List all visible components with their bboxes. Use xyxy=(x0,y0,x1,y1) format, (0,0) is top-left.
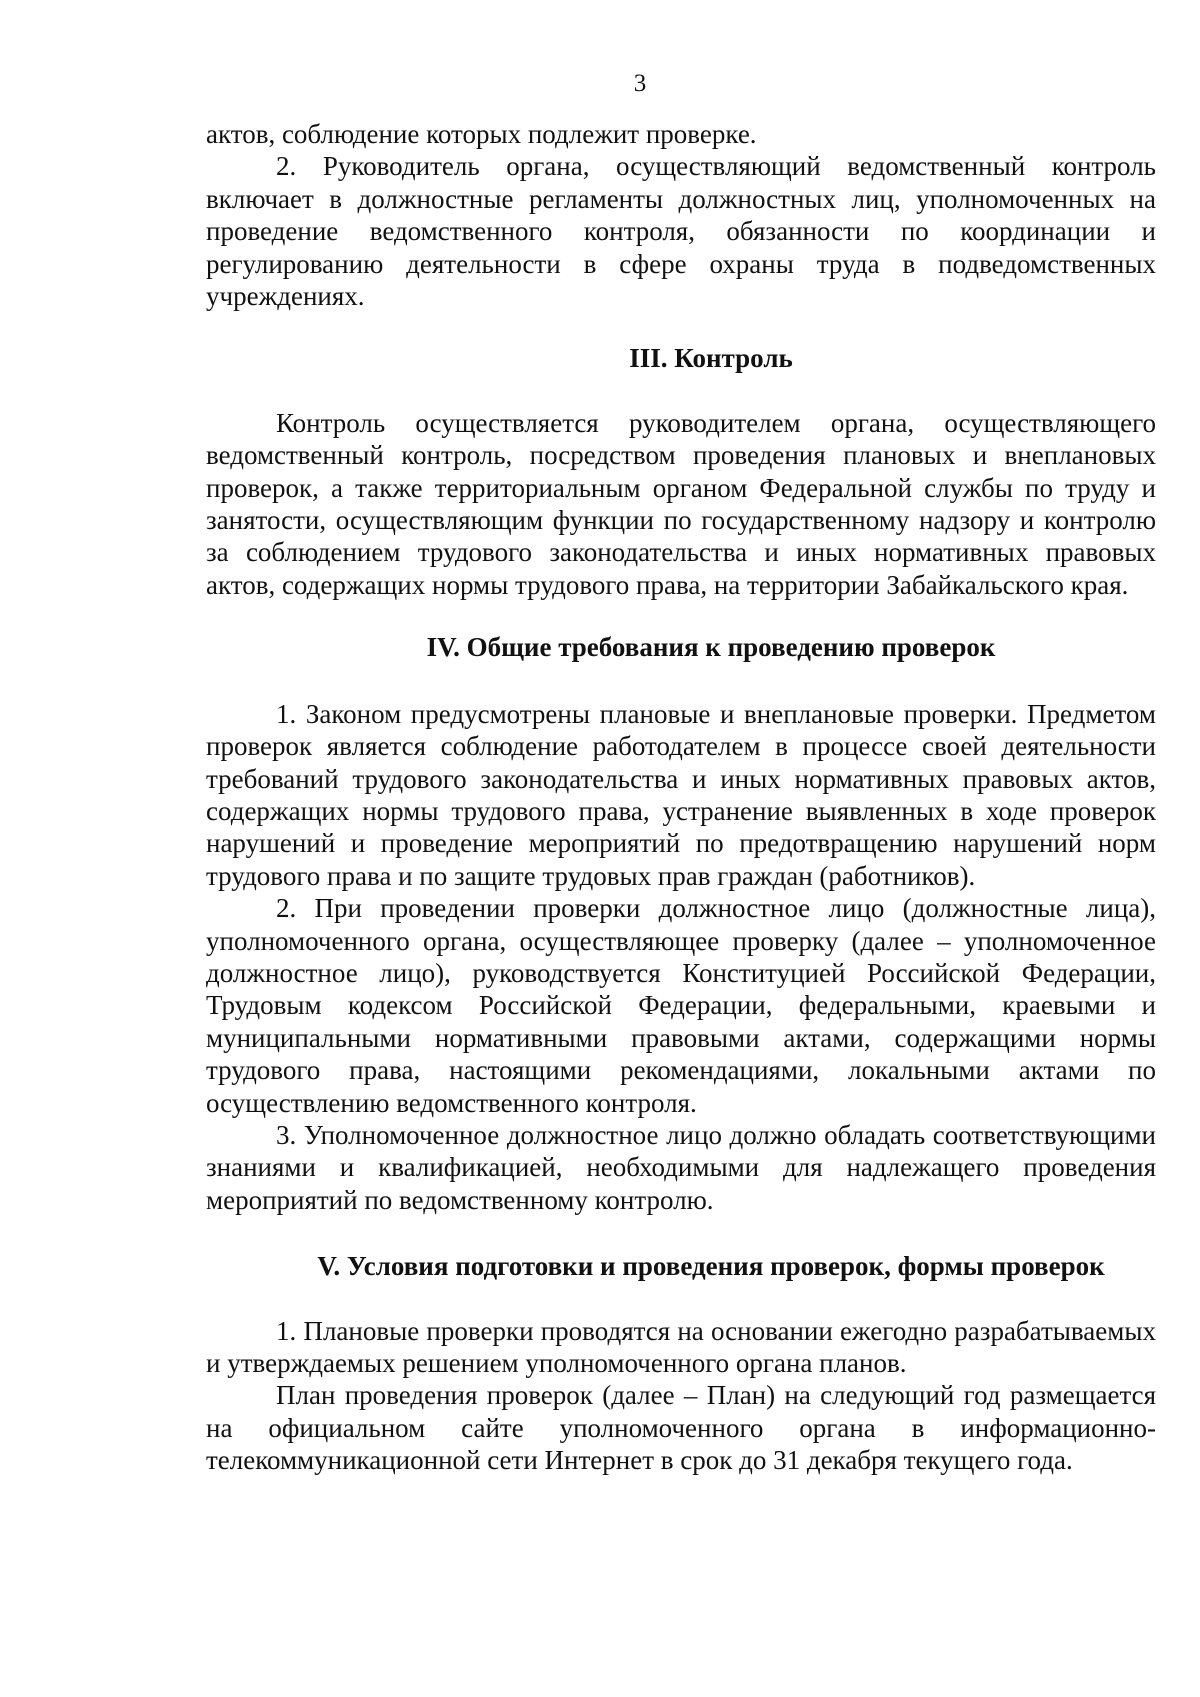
section-heading-conditions: V. Условия подготовки и проведения проверок, формы проверок xyxy=(317,1251,1105,1282)
paragraph-requirements-1: 1. Законом предусмотрены плановые и внеплановые проверки. Предметом проверок является соблюдение работодателем в процессе своей деятельности требований трудового законодательства и иных нормативных правовых актов, содержащих нормы трудового права, устранение выявленных в ходе проверок нарушений и проведение мероприятий по предотвращению нарушений норм трудового права и по защите трудовых прав граждан (работников). xyxy=(206,698,1156,891)
section-heading-general-requirements: IV. Общие требования к проведению проверок xyxy=(426,632,996,663)
document-body xyxy=(206,118,1156,1477)
page-number: 3 xyxy=(633,70,647,97)
paragraph-item-2: 2. Руководитель органа, осуществляющий ведомственный контроль включает в должностные регламенты должностных лиц, уполномоченных на проведение ведомственного контроля, обязанности по координации и регулированию деятельности в сфере охраны труда в подведомственных учреждениях. xyxy=(206,151,1156,312)
section-heading-control: III. Контроль xyxy=(629,343,793,374)
paragraph-conditions-2: План проведения проверок (далее – План) на следующий год размещается на официальном сайте уполномоченного органа в информационно-телекоммуникационной сети Интернет в срок до 31 декабря текущего года. xyxy=(206,1380,1156,1476)
paragraph-conditions-1: 1. Плановые проверки проводятся на основании ежегодно разрабатываемых и утверждаемых решением уполномоченного органа планов. xyxy=(206,1315,1156,1378)
paragraph-requirements-3: 3. Уполномоченное должностное лицо должно обладать соответствующими знаниями и квалификацией, необходимыми для надлежащего проведения мероприятий по ведомственному контролю. xyxy=(206,1119,1156,1215)
paragraph-continuation: актов, соблюдение которых подлежит проверке. xyxy=(206,119,757,149)
paragraph-control: Контроль осуществляется руководителем органа, осуществляющего ведомственный контроль, посредством проведения плановых и внеплановых проверок, а также территориальным органом Федеральной службы по труду и занятости, осуществляющим функции по государственному надзору и контролю за соблюдением трудового законодательства и иных нормативных правовых актов, содержащих нормы трудового права, на территории Забайкальского края. xyxy=(206,407,1156,600)
paragraph-requirements-2: 2. При проведении проверки должностное лицо (должностные лица), уполномоченного органа, осуществляющее проверку (далее – уполномоченное должностное лицо), руководствуется Конституцией Российской Федерации, Трудовым кодексом Российской Федерации, федеральными, краевыми и муниципальными нормативными правовыми актами, содержащими нормы трудового права, настоящими рекомендациями, локальными актами по осуществлению ведомственного контроля. xyxy=(206,893,1156,1118)
